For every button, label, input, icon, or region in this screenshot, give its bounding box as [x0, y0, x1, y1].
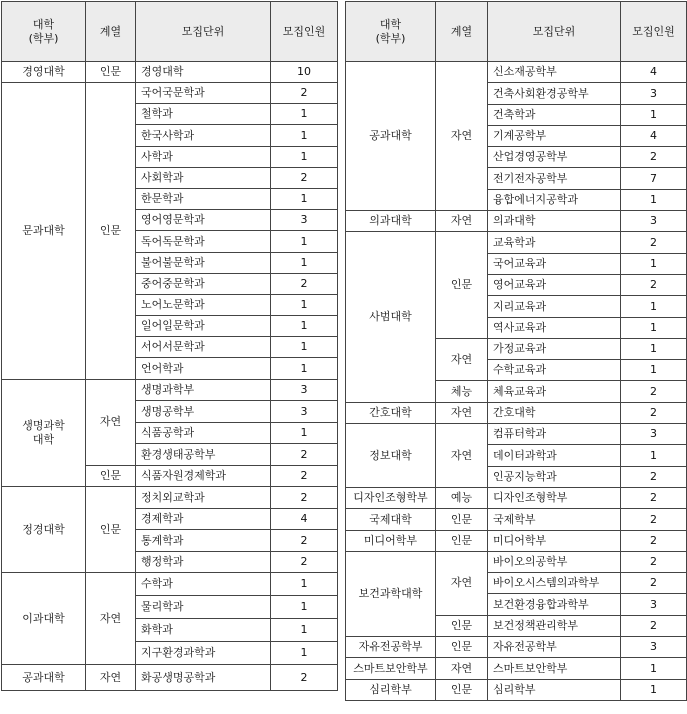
count-cell: 7: [621, 168, 687, 189]
college-cell: 의과대학: [346, 211, 436, 232]
table-row: [2, 573, 338, 596]
unit-cell: 자유전공학부: [488, 637, 621, 658]
table-row: [2, 379, 338, 401]
count-cell: 2: [621, 487, 687, 508]
count-cell: 1: [621, 360, 687, 381]
count-cell: 3: [271, 210, 338, 231]
table-row: [346, 679, 687, 700]
college-cell: 공과대학: [2, 665, 86, 691]
track-cell: 자연: [436, 338, 488, 381]
count-cell: 1: [271, 231, 338, 252]
unit-cell: 바이오의공학부: [488, 551, 621, 572]
table-row: [346, 211, 687, 232]
college-cell: 간호대학: [346, 402, 436, 423]
count-cell: 1: [621, 338, 687, 359]
college-cell: 이과대학: [2, 573, 86, 665]
track-cell: 자연: [436, 211, 488, 232]
count-cell: 2: [621, 232, 687, 253]
unit-cell: 노어노문학과: [136, 294, 271, 315]
table-body: [2, 2, 338, 691]
count-cell: 2: [621, 402, 687, 423]
count-cell: 1: [271, 294, 338, 315]
count-cell: 1: [271, 619, 338, 642]
unit-cell: 일어일문학과: [136, 316, 271, 337]
track-cell: 자연: [436, 402, 488, 423]
count-cell: 1: [621, 253, 687, 274]
unit-cell: 영어영문학과: [136, 210, 271, 231]
unit-cell: 환경생태공학부: [136, 444, 271, 466]
unit-cell: 한문학과: [136, 188, 271, 209]
count-cell: 1: [271, 252, 338, 273]
track-cell: 인문: [436, 509, 488, 530]
college-cell: 보건과학대학: [346, 551, 436, 636]
unit-cell: 화공생명공학과: [136, 665, 271, 691]
count-cell: 2: [271, 551, 338, 573]
table-row: [346, 232, 687, 253]
track-cell: 인문: [436, 530, 488, 551]
count-cell: 1: [271, 337, 338, 358]
unit-cell: 기계공학부: [488, 125, 621, 146]
count-cell: 2: [621, 274, 687, 295]
count-cell: 2: [271, 273, 338, 294]
unit-cell: 국어교육과: [488, 253, 621, 274]
count-cell: 3: [621, 424, 687, 445]
count-cell: 2: [271, 530, 338, 552]
admissions-table-right: [345, 1, 687, 701]
table-row: [346, 424, 687, 445]
unit-cell: 심리학부: [488, 679, 621, 700]
count-cell: 1: [271, 188, 338, 209]
count-cell: 10: [271, 62, 338, 83]
unit-cell: 교육학과: [488, 232, 621, 253]
unit-cell: 의과대학: [488, 211, 621, 232]
count-cell: 3: [621, 83, 687, 104]
count-cell: 1: [271, 125, 338, 146]
track-cell: 자연: [86, 379, 136, 465]
header-college: 대학 (학부): [346, 2, 436, 62]
college-cell: 문과대학: [2, 83, 86, 380]
college-cell: 스마트보안학부: [346, 658, 436, 679]
track-cell: 인문: [86, 83, 136, 380]
unit-cell: 건축사회환경공학부: [488, 83, 621, 104]
header-unit: 모집단위: [488, 2, 621, 62]
count-cell: 4: [621, 62, 687, 83]
table-row: [2, 665, 338, 691]
count-cell: 2: [271, 487, 338, 509]
unit-cell: 불어불문학과: [136, 252, 271, 273]
table-row: [346, 658, 687, 679]
unit-cell: 데이터과학과: [488, 445, 621, 466]
unit-cell: 디자인조형학부: [488, 487, 621, 508]
track-cell: 인문: [436, 232, 488, 338]
count-cell: 1: [271, 358, 338, 379]
unit-cell: 식품자원경제학과: [136, 465, 271, 487]
unit-cell: 가정교육과: [488, 338, 621, 359]
unit-cell: 지구환경과학과: [136, 642, 271, 665]
college-cell: 경영대학: [2, 62, 86, 83]
unit-cell: 정치외교학과: [136, 487, 271, 509]
unit-cell: 보건정책관리학부: [488, 615, 621, 636]
count-cell: 1: [271, 642, 338, 665]
unit-cell: 서어서문학과: [136, 337, 271, 358]
track-cell: 인문: [86, 62, 136, 83]
header-college: 대학 (학부): [2, 2, 86, 62]
count-cell: 3: [621, 594, 687, 615]
count-cell: 1: [621, 317, 687, 338]
count-cell: 1: [621, 189, 687, 210]
unit-cell: 식품공학과: [136, 422, 271, 444]
college-cell: 국제대학: [346, 509, 436, 530]
unit-cell: 융합에너지공학과: [488, 189, 621, 210]
count-cell: 1: [621, 104, 687, 125]
count-cell: 2: [621, 509, 687, 530]
track-cell: 체능: [436, 381, 488, 402]
unit-cell: 생명공학부: [136, 401, 271, 423]
count-cell: 1: [621, 445, 687, 466]
count-cell: 2: [621, 573, 687, 594]
count-cell: 2: [271, 665, 338, 691]
unit-cell: 영어교육과: [488, 274, 621, 295]
track-cell: 자연: [436, 658, 488, 679]
track-cell: 자연: [436, 424, 488, 488]
unit-cell: 수학교육과: [488, 360, 621, 381]
unit-cell: 역사교육과: [488, 317, 621, 338]
count-cell: 1: [271, 104, 338, 125]
unit-cell: 스마트보안학부: [488, 658, 621, 679]
college-cell: 디자인조형학부: [346, 487, 436, 508]
unit-cell: 생명과학부: [136, 379, 271, 401]
table-body: [346, 2, 687, 701]
track-cell: 자연: [436, 62, 488, 211]
table-row: [2, 487, 338, 509]
unit-cell: 사회학과: [136, 167, 271, 188]
admissions-table-left: [1, 1, 338, 691]
unit-cell: 행정학과: [136, 551, 271, 573]
count-cell: 1: [621, 679, 687, 700]
count-cell: 1: [621, 658, 687, 679]
track-cell: 인문: [86, 487, 136, 573]
unit-cell: 인공지능학과: [488, 466, 621, 487]
track-cell: 자연: [86, 665, 136, 691]
count-cell: 1: [271, 146, 338, 167]
track-cell: 인문: [436, 637, 488, 658]
college-cell: 생명과학 대학: [2, 379, 86, 487]
track-cell: 예능: [436, 487, 488, 508]
track-cell: 인문: [86, 465, 136, 487]
unit-cell: 미디어학부: [488, 530, 621, 551]
count-cell: 2: [621, 615, 687, 636]
header-unit: 모집단위: [136, 2, 271, 62]
header-track: 계열: [86, 2, 136, 62]
unit-cell: 물리학과: [136, 596, 271, 619]
count-cell: 3: [271, 401, 338, 423]
unit-cell: 건축학과: [488, 104, 621, 125]
unit-cell: 바이오시스템의과학부: [488, 573, 621, 594]
count-cell: 2: [621, 147, 687, 168]
college-cell: 사범대학: [346, 232, 436, 402]
table-row: [346, 402, 687, 423]
header-track: 계열: [436, 2, 488, 62]
table-row: [346, 551, 687, 572]
count-cell: 2: [271, 83, 338, 104]
unit-cell: 화학과: [136, 619, 271, 642]
table-row: [346, 487, 687, 508]
unit-cell: 통계학과: [136, 530, 271, 552]
count-cell: 3: [621, 637, 687, 658]
unit-cell: 경제학과: [136, 508, 271, 530]
count-cell: 2: [621, 530, 687, 551]
count-cell: 3: [621, 211, 687, 232]
count-cell: 2: [621, 551, 687, 572]
count-cell: 4: [271, 508, 338, 530]
count-cell: 2: [621, 466, 687, 487]
unit-cell: 체육교육과: [488, 381, 621, 402]
table-row: [346, 62, 687, 83]
table-row: [346, 509, 687, 530]
count-cell: 1: [621, 296, 687, 317]
count-cell: 1: [271, 596, 338, 619]
track-cell: 인문: [436, 615, 488, 636]
unit-cell: 지리교육과: [488, 296, 621, 317]
college-cell: 자유전공학부: [346, 637, 436, 658]
count-cell: 3: [271, 379, 338, 401]
unit-cell: 간호대학: [488, 402, 621, 423]
header-count: 모집인원: [271, 2, 338, 62]
count-cell: 2: [271, 167, 338, 188]
unit-cell: 한국사학과: [136, 125, 271, 146]
unit-cell: 경영대학: [136, 62, 271, 83]
count-cell: 2: [271, 444, 338, 466]
table-row: [346, 637, 687, 658]
count-cell: 2: [621, 381, 687, 402]
unit-cell: 수학과: [136, 573, 271, 596]
unit-cell: 컴퓨터학과: [488, 424, 621, 445]
college-cell: 공과대학: [346, 62, 436, 211]
unit-cell: 사학과: [136, 146, 271, 167]
count-cell: 1: [271, 573, 338, 596]
unit-cell: 보건환경융합과학부: [488, 594, 621, 615]
unit-cell: 산업경영공학부: [488, 147, 621, 168]
track-cell: 인문: [436, 679, 488, 700]
unit-cell: 언어학과: [136, 358, 271, 379]
college-cell: 심리학부: [346, 679, 436, 700]
table-row: [2, 83, 338, 104]
unit-cell: 신소재공학부: [488, 62, 621, 83]
unit-cell: 중어중문학과: [136, 273, 271, 294]
count-cell: 4: [621, 125, 687, 146]
count-cell: 2: [271, 465, 338, 487]
track-cell: 자연: [86, 573, 136, 665]
unit-cell: 독어독문학과: [136, 231, 271, 252]
college-cell: 정보대학: [346, 424, 436, 488]
track-cell: 자연: [436, 551, 488, 615]
unit-cell: 철학과: [136, 104, 271, 125]
table-row: [346, 530, 687, 551]
college-cell: 미디어학부: [346, 530, 436, 551]
count-cell: 1: [271, 422, 338, 444]
header-row: [2, 2, 338, 62]
unit-cell: 국제학부: [488, 509, 621, 530]
unit-cell: 전기전자공학부: [488, 168, 621, 189]
header-row: [346, 2, 687, 62]
header-count: 모집인원: [621, 2, 687, 62]
table-row: [2, 62, 338, 83]
count-cell: 1: [271, 316, 338, 337]
unit-cell: 국어국문학과: [136, 83, 271, 104]
college-cell: 정경대학: [2, 487, 86, 573]
